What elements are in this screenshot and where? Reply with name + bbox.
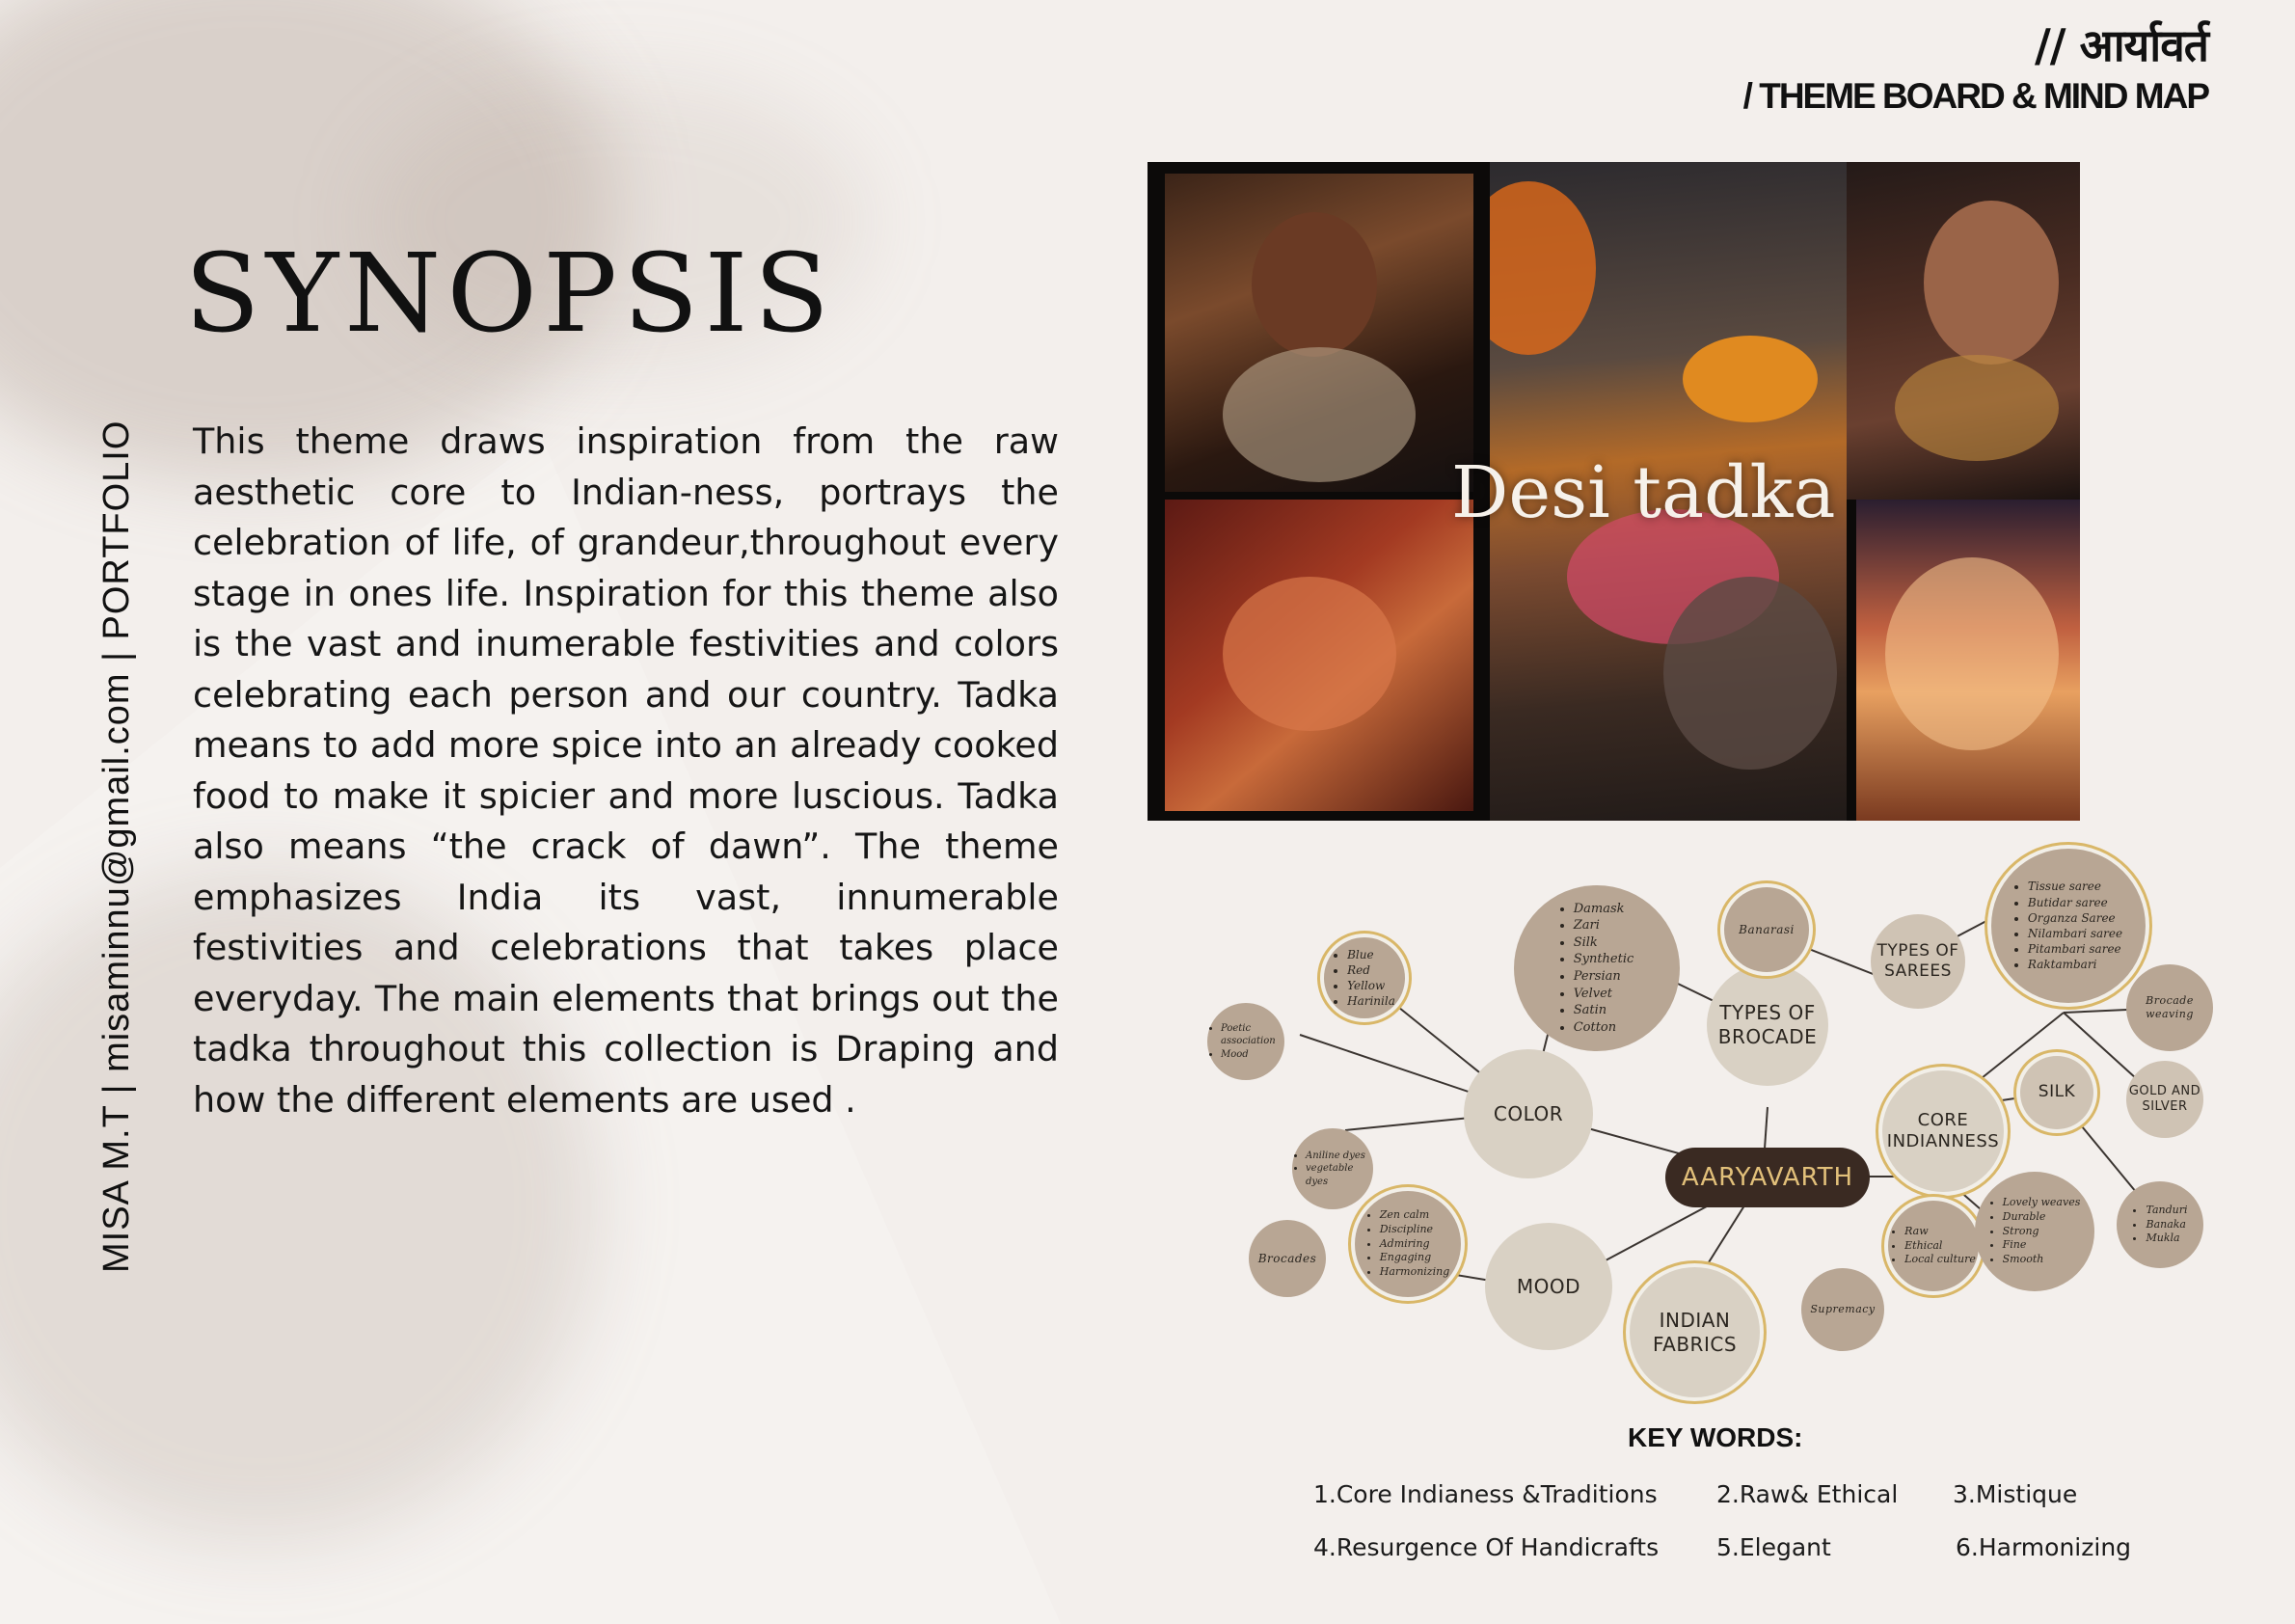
node-types-of-brocade: TYPES OF BROCADE [1707,964,1828,1086]
moodboard-title-overlay: Desi tadka [1451,451,1836,534]
devanagari-title: // आर्यावर्त [2034,19,2208,71]
keyword-item: 6.Harmonizing [1956,1533,2132,1561]
node-banarasi: Banarasi [1724,887,1809,972]
synopsis-title: SYNOPSIS [184,231,836,357]
node-mood: MOOD [1485,1223,1612,1350]
colors-list: • Blue • Red • Yellow • Harinila [1334,947,1395,1010]
node-types-of-sarees: TYPES OF SAREES [1871,914,1965,1009]
node-mood-list: • Zen calm • Discipline • Admiring • Engaging • Harmonizing [1355,1191,1461,1297]
photo-wedding-celebration [1165,500,1473,811]
keyword-item: 3.Mistique [1953,1480,2078,1508]
photo-jewelry-portrait [1847,162,2080,500]
synopsis-body: This theme draws inspiration from the raw aesthetic core to Indian-ness, portrays the celebration of life, of grandeur,throughout every stage in ones life. Inspiration for this theme also is the vast and inumerable festivities and colors celebrating each person and our country. Tadka means to add more spice into an already cooked food to make it spicier and more luscious. Tadka also means “the crack of dawn”. The theme emphasizes India its vast, innumerable festivities and celebrations that takes place everyday. The main elements that brings out the tadka throughout this collection is Draping and how the different elements are used . [193,420,1059,1121]
node-fabrics-list: • Damask • Zari • Silk • Synthetic • Persian • Velvet • Satin • Cotton [1514,885,1680,1051]
node-brocades: Brocades [1249,1220,1326,1297]
node-poetic-list: • Poetic association • Mood [1207,1003,1284,1080]
node-silk: SILK [2020,1056,2093,1129]
page-subtitle: / THEME BOARD & MIND MAP [1742,75,2208,116]
node-dyes-list: • Aniline dyes • vegetable dyes [1292,1128,1373,1209]
photo-palace-lights [1856,500,2080,821]
mind-map-center-node: AARYAVARTH [1665,1148,1870,1207]
keyword-item: 5.Elegant [1716,1533,1831,1561]
keyword-item: 2.Raw& Ethical [1716,1480,1899,1508]
node-color: COLOR [1464,1049,1593,1178]
node-gold-and-silver: GOLD AND SILVER [2126,1061,2203,1138]
node-supremacy: Supremacy [1801,1268,1884,1351]
keyword-item: 4.Resurgence Of Handicrafts [1313,1533,1660,1561]
node-sarees-list: • Tissue saree • Butidar saree • Organza Saree • Nilambari saree • Pitambari saree • Raktambari [1991,849,2146,1003]
node-tanduri-list: • Tanduri • Banaka • Mukla [2117,1181,2203,1268]
keyword-item: 1.Core Indianess &Traditions [1313,1480,1658,1508]
portfolio-vertical-label: MISA M.T | misaminnu@gmail.com | PORTFOLIO [96,420,137,1273]
node-raw-list: • Raw • Ethical • Local culture [1888,1201,1979,1291]
mind-map [1196,839,2218,1398]
node-core-indianness: CORE INDIANNESS [1882,1070,2004,1192]
photo-rajasthani-women [1165,174,1473,492]
node-indian-fabrics: INDIAN FABRICS [1630,1267,1760,1397]
node-brocade-weaving: Brocade weaving [2126,964,2213,1051]
page-header [1743,21,2208,117]
node-colors-list [1324,937,1405,1018]
mood-board-collage [1148,162,2080,821]
node-weaves-list: • Lovely weaves • Durable • Strong • Fine • Smooth [1975,1172,2094,1291]
keywords-title: KEY WORDS: [1628,1422,1803,1452]
